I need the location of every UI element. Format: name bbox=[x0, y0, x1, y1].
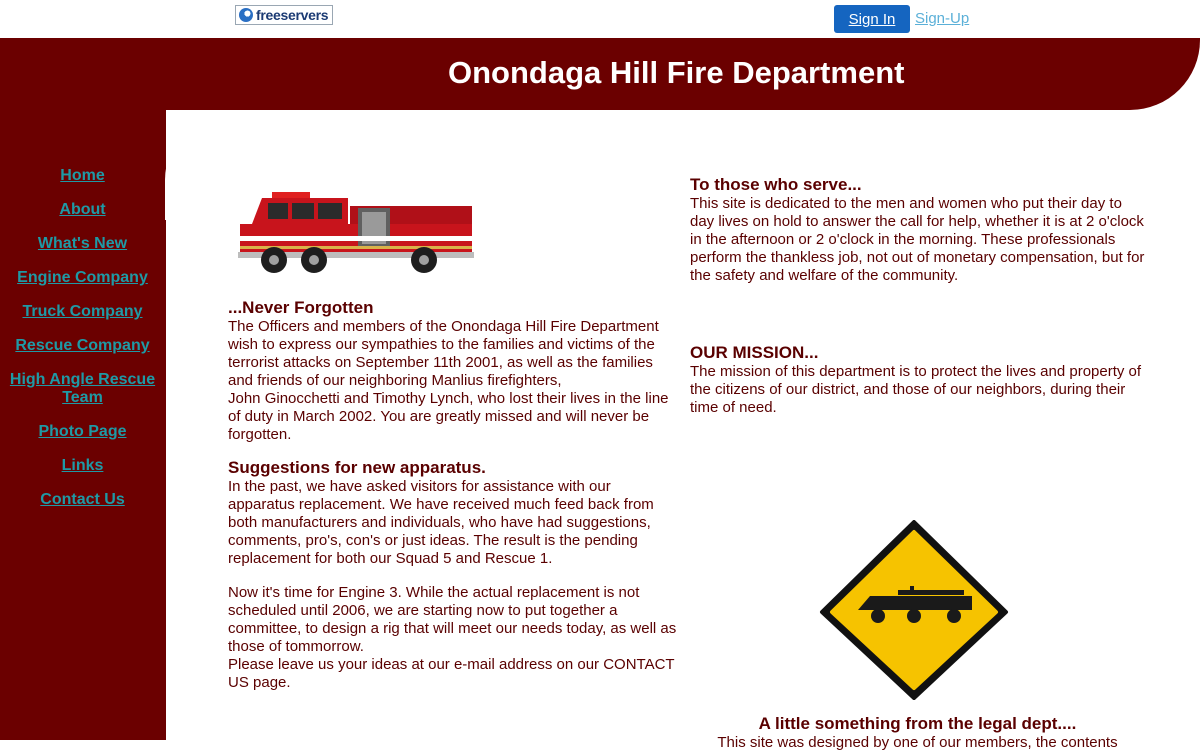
site-title: Onondaga Hill Fire Department bbox=[448, 55, 905, 90]
mission-body: The mission of this department is to protect the lives and property of the citizens of our district, and those of our neighbors, during their time of need. bbox=[690, 363, 1142, 416]
serve-heading: To those who serve... bbox=[690, 175, 862, 194]
nav-links[interactable]: Links bbox=[61, 457, 104, 474]
nav-contact-us[interactable]: Contact Us bbox=[40, 491, 125, 508]
left-content-column bbox=[228, 298, 678, 692]
nav-truck-company[interactable]: Truck Company bbox=[22, 303, 143, 320]
nav-photo-page[interactable]: Photo Page bbox=[38, 423, 127, 440]
legal-body: This site was designed by one of our members, the contents bbox=[717, 734, 1118, 751]
never-forgotten-body-2: John Ginocchetti and Timothy Lynch, who lost their lives in the line of duty in March 2002. You are greatly missed and will never be forgotten. bbox=[228, 390, 669, 443]
sidebar-nav bbox=[0, 167, 165, 525]
freeservers-logo-text: freeservers bbox=[256, 7, 329, 23]
fire-truck-image bbox=[238, 186, 478, 276]
fire-truck-crossing-sign bbox=[818, 520, 1010, 700]
nav-home[interactable]: Home bbox=[60, 167, 105, 184]
freeservers-bar bbox=[0, 0, 1200, 38]
suggestions-para-3: Please leave us your ideas at our e-mail address on our CONTACT US page. bbox=[228, 656, 675, 691]
nav-high-angle-rescue-team[interactable]: High Angle Rescue Team bbox=[9, 371, 156, 406]
serve-body: This site is dedicated to the men and women who put their day to day lives on hold to answer the call for help, whether it is at 2 o'clock in the afternoon or 2 o'clock in the morning. These professionals perform the thankless job, not out of monetary compensation, but for the safety and welfare of the community. bbox=[690, 195, 1145, 284]
freeservers-logo[interactable] bbox=[235, 5, 333, 25]
suggestions-heading: Suggestions for new apparatus. bbox=[228, 458, 486, 477]
mission-heading: OUR MISSION... bbox=[690, 343, 819, 362]
sign-in-button[interactable]: Sign In bbox=[834, 5, 910, 33]
never-forgotten-body-1: The Officers and members of the Onondaga Hill Fire Department wish to express our sympathies to the families and victims of the terrorist attacks on September 11th 2001, as well as the families and friends of our neighboring Manlius firefighters, bbox=[228, 318, 659, 389]
freeservers-swirl-icon bbox=[239, 8, 253, 22]
nav-about[interactable]: About bbox=[59, 201, 106, 218]
nav-engine-company[interactable]: Engine Company bbox=[17, 269, 148, 286]
right-content-column bbox=[690, 175, 1145, 417]
never-forgotten-heading: ...Never Forgotten bbox=[228, 298, 374, 317]
sign-up-link[interactable]: Sign-Up bbox=[915, 10, 970, 27]
suggestions-para-1: In the past, we have asked visitors for assistance with our apparatus replacement. We have received much feed back from both manufacturers and individuals, who have had suggestions, comments, pro's, con's or just ideas. The result is the pending replacement for both our Squad 5 and Rescue 1. bbox=[228, 478, 654, 567]
legal-heading: A little something from the legal dept.... bbox=[758, 714, 1077, 733]
suggestions-para-2: Now it's time for Engine 3. While the actual replacement is not scheduled until 2006, we are starting now to put together a committee, to design a rig that will meet our needs today, as well as those of tommorrow. bbox=[228, 584, 677, 655]
nav-whats-new[interactable]: What's New bbox=[37, 235, 128, 252]
nav-rescue-company[interactable]: Rescue Company bbox=[15, 337, 150, 354]
